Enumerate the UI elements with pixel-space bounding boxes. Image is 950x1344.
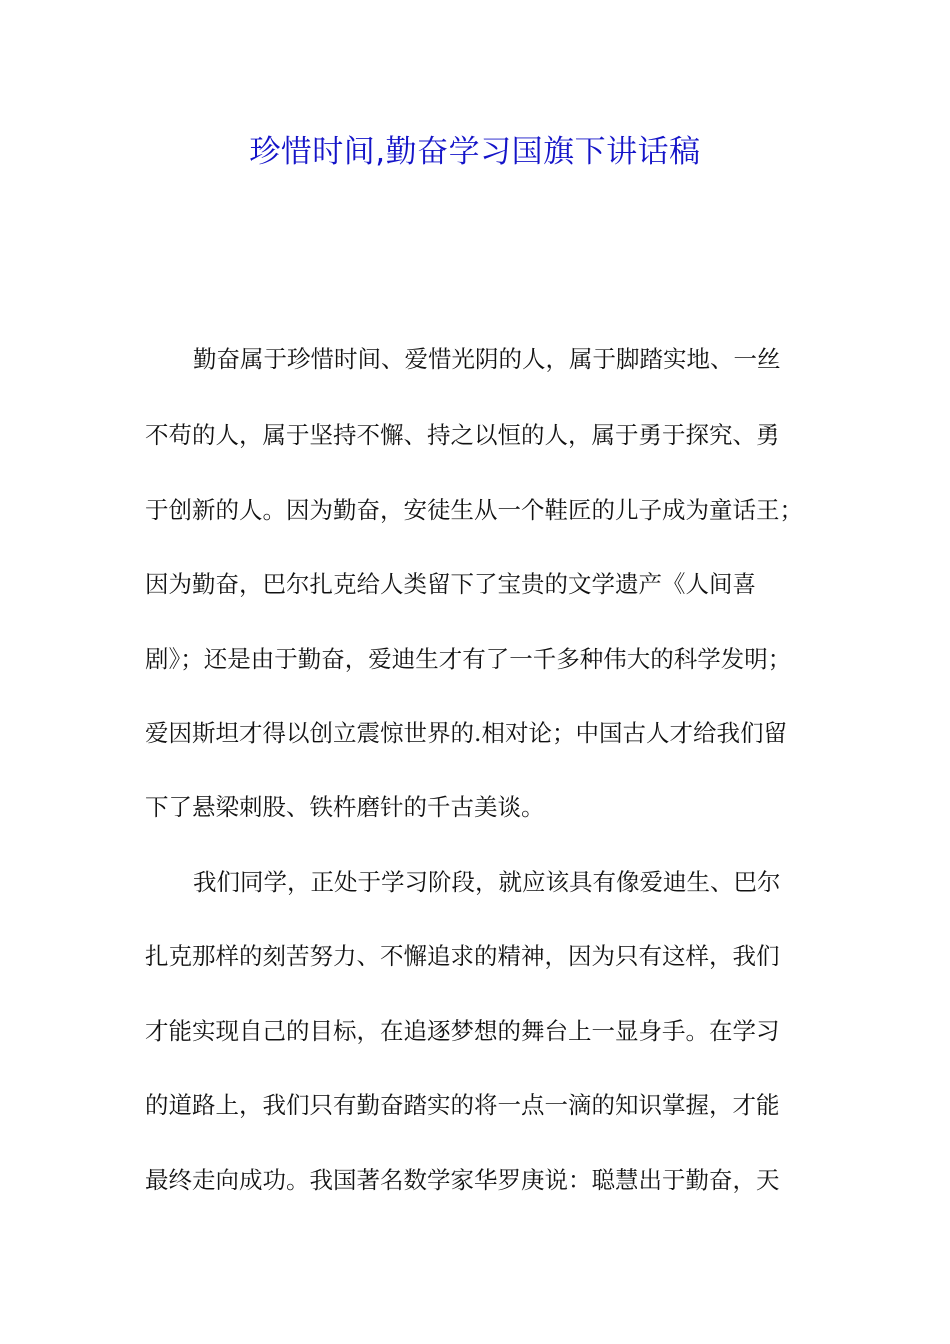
paragraph-1-line-1: 勤奋属于珍惜时间、爱惜光阴的人，属于脚踏实地、一丝 — [193, 345, 781, 373]
paragraph-1-line-5: 剧》；还是由于勤奋，爱迪生才有了一千多种伟大的科学发明； — [145, 645, 792, 673]
document-title: 珍惜时间,勤奋学习国旗下讲话稿 — [249, 134, 701, 170]
paragraph-2-line-3: 才能实现自己的目标，在追逐梦想的舞台上一显身手。在学习 — [145, 1017, 780, 1045]
paragraph-2-line-5: 最终走向成功。我国著名数学家华罗庚说：聪慧出于勤奋，天 — [145, 1166, 780, 1194]
paragraph-1-line-2: 不苟的人，属于坚持不懈、持之以恒的人，属于勇于探究、勇 — [145, 421, 780, 449]
paragraph-1-line-3: 于创新的人。因为勤奋，安徒生从一个鞋匠的儿子成为童话王； — [145, 496, 803, 524]
paragraph-1-line-4: 因为勤奋，巴尔扎克给人类留下了宝贵的文学遗产《人间喜 — [145, 570, 756, 598]
paragraph-1-line-7: 下了悬梁刺股、铁杵磨针的千古美谈。 — [145, 793, 545, 821]
paragraph-1-line-6: 爱因斯坦才得以创立震惊世界的.相对论；中国古人才给我们留 — [145, 719, 787, 747]
paragraph-2-line-1: 我们同学，正处于学习阶段，就应该具有像爱迪生、巴尔 — [193, 868, 781, 896]
paragraph-2-line-4: 的道路上，我们只有勤奋踏实的将一点一滴的知识掌握，才能 — [145, 1091, 780, 1119]
paragraph-2-line-2: 扎克那样的刻苦努力、不懈追求的精神，因为只有这样，我们 — [145, 942, 780, 970]
